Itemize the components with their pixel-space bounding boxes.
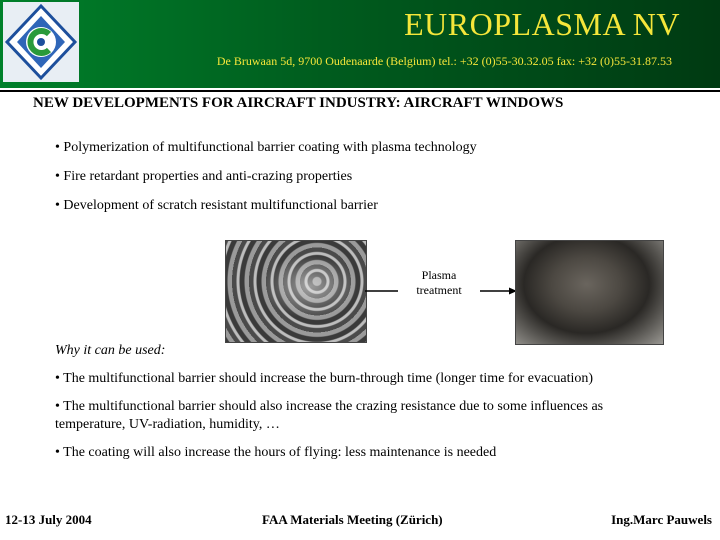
treated-window-photo	[515, 240, 664, 345]
why-bullet-item: • The coating will also increase the hours of flying: less maintenance is needed	[55, 445, 497, 460]
header-banner	[0, 0, 720, 88]
footer-date: 12-13 July 2004	[5, 512, 92, 527]
company-address: De Bruwaan 5d, 9700 Oudenaarde (Belgium) tel.: +32 (0)55-30.32.05 fax: +32 (0)55-31.87.53	[216, 54, 672, 68]
footer-author: Ing.Marc Pauwels	[611, 512, 712, 527]
header-divider	[0, 90, 720, 92]
why-bullet-item: • The multifunctional barrier should increase the burn-through time (longer time for evacuation)	[55, 371, 594, 386]
plasma-treatment-label	[398, 268, 480, 298]
footer-event: FAA Materials Meeting (Zürich)	[262, 512, 443, 527]
slide-title: NEW DEVELOPMENTS FOR AIRCRAFT INDUSTRY: AIRCRAFT WINDOWS	[33, 95, 564, 111]
label-line: treatment	[416, 283, 462, 297]
label-line: Plasma	[421, 268, 457, 282]
why-bullet-item: • The multifunctional barrier should also increase the crazing resistance due to some influences as temperature, UV-radiation, humidity, …	[55, 399, 604, 432]
bullet-item: • Polymerization of multifunctional barrier coating with plasma technology	[55, 140, 477, 155]
why-bullet-list	[55, 370, 615, 472]
bullet-item: • Fire retardant properties and anti-crazing properties	[55, 169, 353, 184]
crazed-window-photo	[225, 240, 367, 343]
bullet-item: • Development of scratch resistant multifunctional barrier	[55, 198, 378, 213]
bullet-list	[55, 140, 615, 227]
europlasma-logo-icon	[3, 2, 79, 82]
company-name: EUROPLASMA NV	[404, 6, 680, 42]
why-heading: Why it can be used:	[55, 343, 166, 358]
